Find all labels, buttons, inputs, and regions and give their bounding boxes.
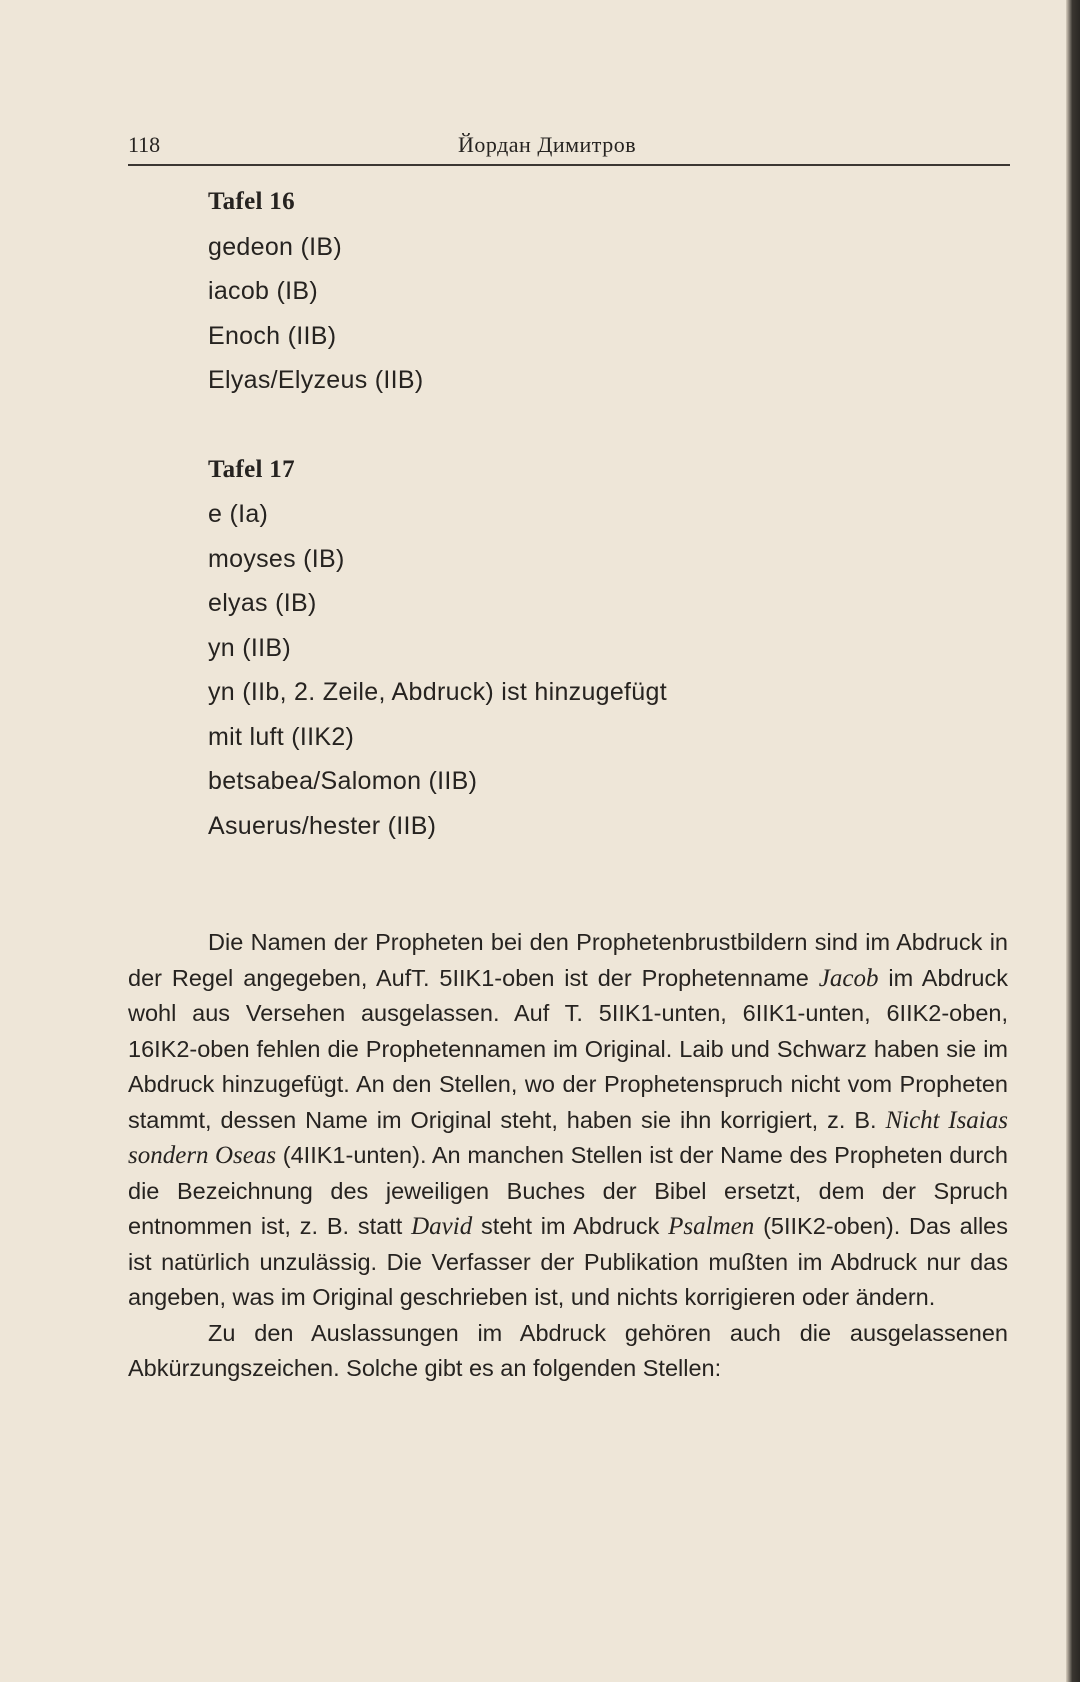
italic-term: David — [411, 1213, 473, 1240]
paragraph-text: (5IIK2-oben). Das alles ist natürlich unzulässig. Die Verfasser der Publikation mußten im Abdruck nur das angeben, was im Original geschrieben ist, und nichts korrigieren oder ändern. — [128, 1213, 1008, 1310]
tafel-16-entry: gedeon (IB) — [208, 232, 342, 261]
paragraph-text: im Abdruck wohl aus Versehen ausgelassen. Auf T. 5IIK1-unten, 6IIK1-unten, 6IIK2-oben, 16IK2-oben fehlen die Prophetennamen im Original. Laib und Schwarz haben sie im Abdruck hinzugefügt. An den Stellen, wo der Prophetenspruch nicht vom Propheten stammt, dessen Name im Original steht, haben sie ihn korrigiert, z. B. — [128, 964, 1008, 1133]
tafel-17-entry: moyses (IB) — [208, 544, 345, 573]
tafel-17-entry: yn (IIb, 2. Zeile, Abdruck) ist hinzugefügt — [208, 678, 667, 706]
tafel-17-entry: elyas (IB) — [208, 589, 317, 617]
paragraph-text: steht im Abdruck — [472, 1213, 669, 1239]
tafel-17-entry: yn (IIB) — [208, 633, 291, 662]
tafel-17-entry: mit luft (IIK2) — [208, 722, 355, 751]
paragraph-omissions: Zu den Auslassungen im Abdruck gehören auch die ausgelassenen Abkürzungszeichen. Solche gibt es an folgenden Stellen: — [128, 1319, 1008, 1381]
paragraph-text: (4IIK1-unten). An manchen Stellen ist der Name des Propheten durch die Bezeichnung des jeweiligen Buches der Bibel ersetzt, dem der Spruch entnommen ist, z. B. statt — [128, 1142, 1008, 1239]
italic-term: Nicht Isaias sondern Oseas — [128, 1106, 1008, 1169]
tafel-16-block — [208, 180, 968, 403]
tafel-17-entry: e (Ia) — [208, 500, 269, 528]
tafel-17-entry: Asuerus/hester (IIB) — [208, 811, 437, 840]
tafel-16-entry: Elyas/Elyzeus (IIB) — [208, 366, 424, 394]
tafel-16-title: Tafel 16 — [208, 188, 295, 215]
italic-term: Jacob — [818, 964, 879, 992]
page-number: 118 — [128, 132, 161, 157]
tafel-16-entry: iacob (IB) — [208, 277, 318, 305]
paragraph-text: Die Namen der Propheten bei den Prophetenbrustbildern sind im Abdruck in der Regel angegeben, AufT. 5IIK1-oben ist der Prophetenname — [128, 929, 1008, 991]
paragraph-prophet-names — [128, 925, 1008, 1316]
running-head — [128, 130, 1010, 166]
tafel-listing — [208, 180, 968, 848]
italic-term: Psalmen — [668, 1213, 755, 1240]
body-text — [128, 925, 1008, 1387]
tafel-16-entry: Enoch (IIB) — [208, 321, 337, 350]
tafel-17-title: Tafel 17 — [208, 455, 295, 483]
tafel-17-entry: betsabea/Salomon (IIB) — [208, 767, 478, 795]
tafel-17-block — [208, 448, 968, 849]
page-edge-shadow — [1066, 0, 1080, 1682]
running-title: Йордан Димитров — [458, 132, 637, 157]
